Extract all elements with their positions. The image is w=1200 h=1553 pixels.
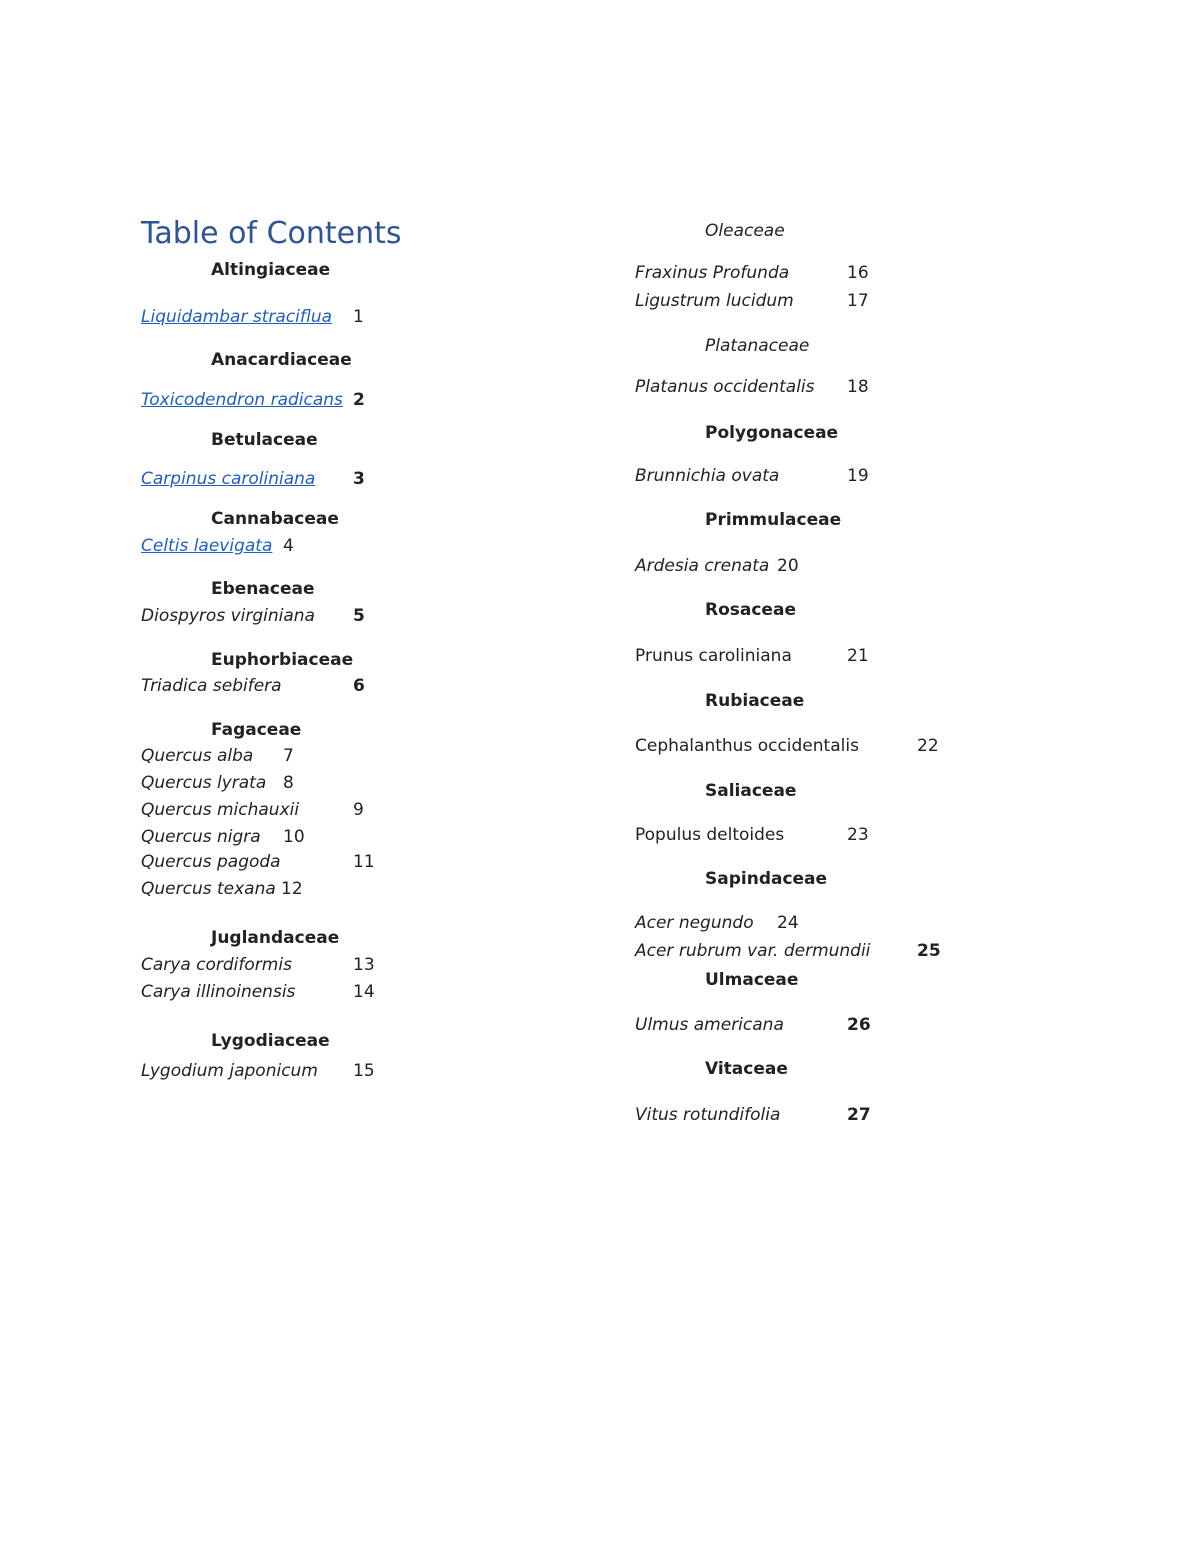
page-number: 11 (353, 852, 375, 872)
page-number: 6 (353, 676, 365, 696)
family-heading: Rubiaceae (705, 691, 805, 711)
toc-entry-ligustrum: Ligustrum lucidum (635, 291, 794, 311)
toc-link-celtis[interactable]: Celtis laevigata (141, 536, 273, 556)
page-number: 12 (281, 879, 303, 899)
toc-entry-ardesia: Ardesia crenata (635, 556, 770, 576)
family-heading: Juglandaceae (211, 928, 340, 948)
toc-entry-carya-illinoinensis: Carya illinoinensis (141, 982, 296, 1002)
family-heading: Polygonaceae (705, 423, 839, 443)
toc-entry-fraxinus: Fraxinus Profunda (635, 263, 790, 283)
page-number: 3 (353, 469, 365, 489)
family-heading: Euphorbiaceae (211, 650, 354, 670)
page-number: 14 (353, 982, 375, 1002)
toc-link-carpinus[interactable]: Carpinus caroliniana (141, 469, 316, 489)
family-heading: Sapindaceae (705, 869, 828, 889)
toc-entry-quercus-alba: Quercus alba (141, 746, 254, 766)
page-number: 25 (917, 941, 941, 961)
page-number: 13 (353, 955, 375, 975)
page-number: 7 (283, 746, 294, 766)
page-number: 27 (847, 1105, 871, 1125)
page-number: 15 (353, 1061, 375, 1081)
toc-entry-quercus-texana: Quercus texana (141, 879, 276, 899)
family-heading: Ulmaceae (705, 970, 799, 990)
toc-entry-prunus: Prunus caroliniana (635, 646, 792, 666)
page-number: 16 (847, 263, 869, 283)
toc-entry-quercus-lyrata: Quercus lyrata (141, 773, 267, 793)
toc-entry-diospyros: Diospyros virginiana (141, 606, 315, 626)
toc-entry-carya-cordiformis: Carya cordiformis (141, 955, 292, 975)
page-number: 8 (283, 773, 294, 793)
page-number: 18 (847, 377, 869, 397)
page-number: 5 (353, 606, 365, 626)
page-title: Table of Contents (141, 216, 402, 251)
toc-entry-populus: Populus deltoides (635, 825, 785, 845)
toc-entry-quercus-michauxii: Quercus michauxii (141, 800, 300, 820)
family-heading: Oleaceae (705, 221, 785, 241)
family-heading: Primmulaceae (705, 510, 842, 530)
toc-link-toxicodendron[interactable]: Toxicodendron radicans (141, 390, 343, 410)
toc-entry-quercus-nigra: Quercus nigra (141, 827, 261, 847)
toc-entry-brunnichia: Brunnichia ovata (635, 466, 780, 486)
page-number: 10 (283, 827, 305, 847)
toc-entry-acer-rubrum: Acer rubrum var. dermundii (635, 941, 871, 961)
toc-entry-lygodium: Lygodium japonicum (141, 1061, 318, 1081)
family-heading: Fagaceae (211, 720, 302, 740)
family-heading: Vitaceae (705, 1059, 788, 1079)
page-number: 26 (847, 1015, 871, 1035)
page-number: 19 (847, 466, 869, 486)
toc-entry-vitus: Vitus rotundifolia (635, 1105, 781, 1125)
toc-entry-quercus-pagoda: Quercus pagoda (141, 852, 281, 872)
page-number: 1 (353, 307, 364, 327)
page-number: 20 (777, 556, 799, 576)
page-number: 9 (353, 800, 364, 820)
family-heading: Betulaceae (211, 430, 318, 450)
family-heading: Cannabaceae (211, 509, 339, 529)
page-number: 22 (917, 736, 939, 756)
toc-entry-ulmus: Ulmus americana (635, 1015, 784, 1035)
toc-entry-acer-negundo: Acer negundo (635, 913, 754, 933)
family-heading: Anacardiaceae (211, 350, 352, 370)
family-heading: Altingiaceae (211, 260, 331, 280)
toc-entry-platanus: Platanus occidentalis (635, 377, 815, 397)
page-number: 4 (283, 536, 294, 556)
family-heading: Saliaceae (705, 781, 797, 801)
family-heading: Platanaceae (705, 336, 810, 356)
page-number: 21 (847, 646, 869, 666)
family-heading: Rosaceae (705, 600, 796, 620)
toc-link-liquidambar[interactable]: Liquidambar straciflua (141, 307, 333, 327)
family-heading: Lygodiaceae (211, 1031, 330, 1051)
page-number: 2 (353, 390, 365, 410)
page-number: 23 (847, 825, 869, 845)
page-number: 24 (777, 913, 799, 933)
toc-entry-cephalanthus: Cephalanthus occidentalis (635, 736, 859, 756)
toc-entry-triadica: Triadica sebifera (141, 676, 282, 696)
family-heading: Ebenaceae (211, 579, 315, 599)
page-number: 17 (847, 291, 869, 311)
